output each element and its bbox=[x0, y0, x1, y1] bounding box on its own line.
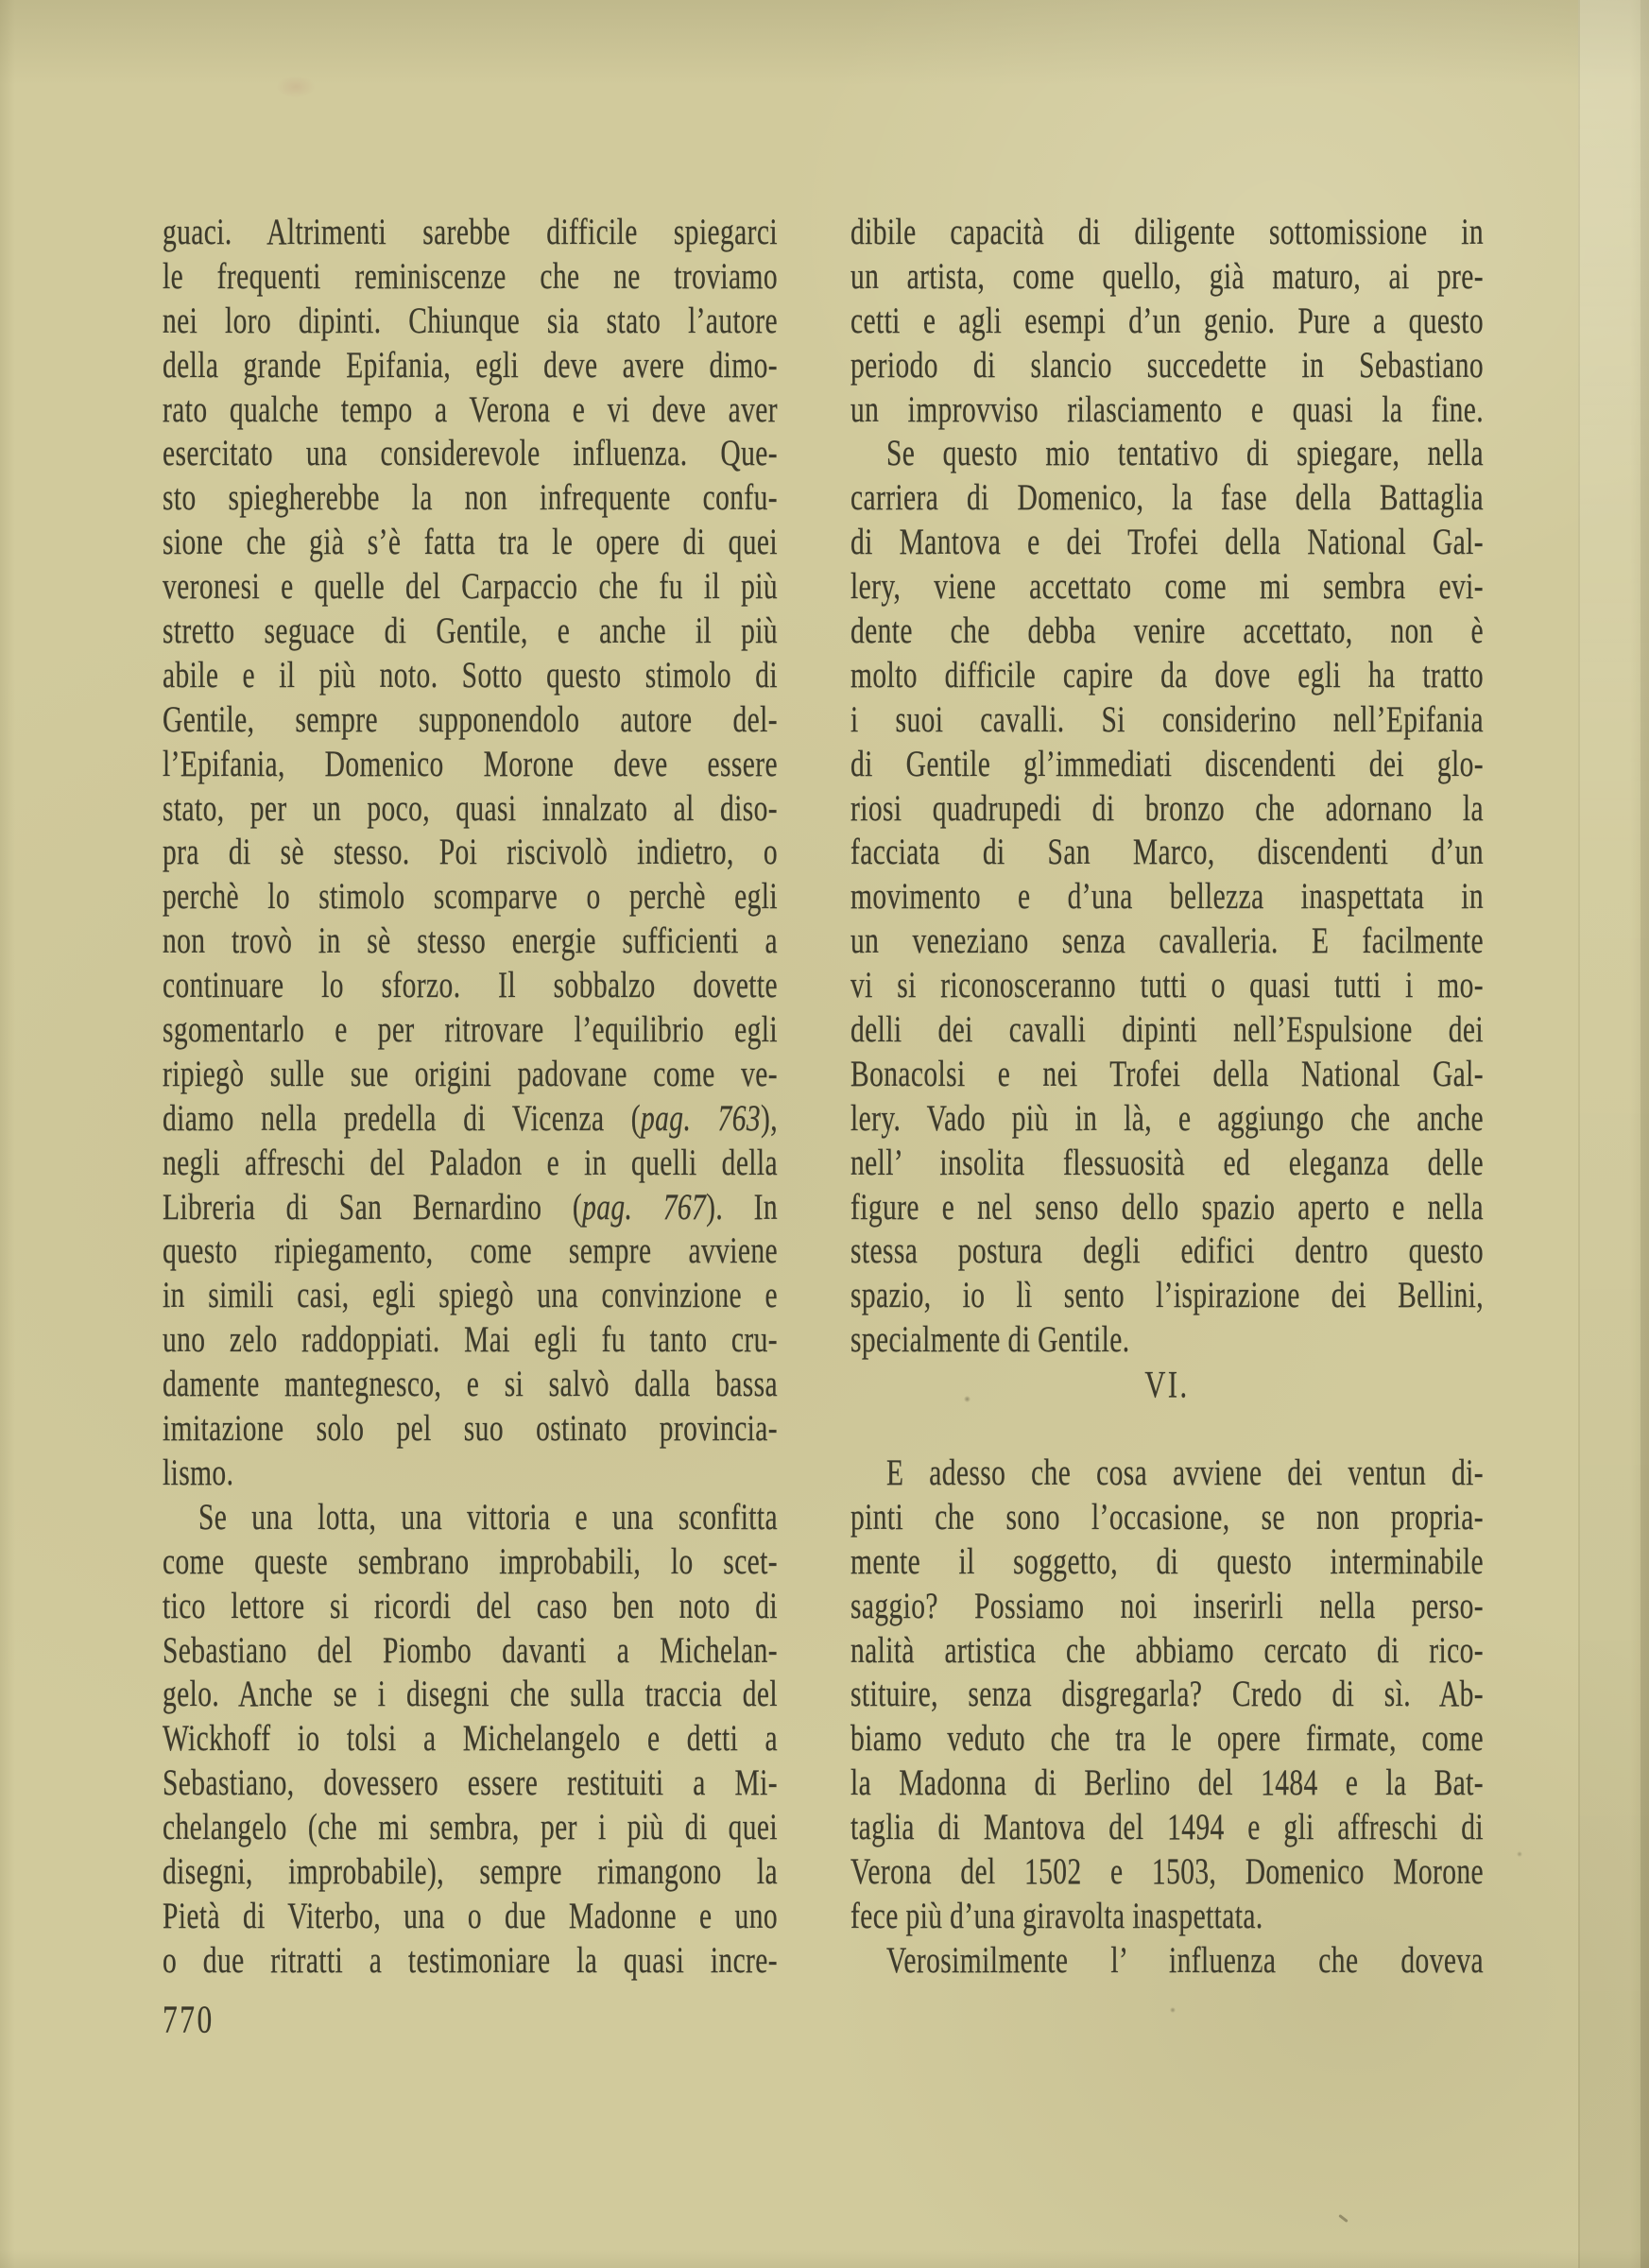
section-heading-block bbox=[850, 1365, 1484, 1453]
text-line: in simili casi, egli spiegò una convinzione e bbox=[163, 1276, 778, 1316]
text-line: imitazione solo pel suo ostinato provincia- bbox=[163, 1409, 778, 1450]
text-line: come queste sembrano improbabili, lo scet- bbox=[163, 1541, 778, 1583]
text-line: stituire, senza disgregarla? Credo di sì. Ab- bbox=[850, 1675, 1484, 1715]
text-line: gelo. Anche se i disegni che sulla traccia del bbox=[163, 1675, 778, 1715]
text-line: Sebastiano, dovessero essere restituiti a Mi- bbox=[163, 1763, 778, 1804]
text-line: un artista, come quello, già maturo, ai pre- bbox=[850, 257, 1484, 298]
text-line: esercitato una considerevole influenza. Que- bbox=[163, 434, 778, 474]
text-line: specialmente di Gentile. bbox=[850, 1320, 1130, 1361]
text-line: della grande Epifania, egli deve avere dimo- bbox=[163, 345, 778, 387]
text-line: Bonacolsi e nei Trofei della National Gal- bbox=[850, 1055, 1484, 1095]
text-line: di Mantova e dei Trofei della National Gal- bbox=[850, 523, 1484, 563]
text-line: uno zelo raddoppiati. Mai egli fu tanto cru- bbox=[163, 1320, 778, 1361]
text-line: stato, per un poco, quasi innalzato al diso- bbox=[163, 788, 778, 830]
text-line: Se una lotta, una vittoria e una sconfitta bbox=[198, 1498, 778, 1538]
text-line: negli affreschi del Paladon e in quelli della bbox=[163, 1143, 778, 1184]
text-line: saggio? Possiamo noi inserirli nella perso- bbox=[850, 1586, 1484, 1627]
text-line: la Madonna di Berlino del 1484 e la Bat- bbox=[850, 1763, 1484, 1804]
text-line: l’Epifania, Domenico Morone deve essere bbox=[163, 744, 778, 785]
text-line: continuare lo sforzo. Il sobbalzo dovette bbox=[163, 966, 778, 1006]
text-line: pinti che sono l’occasione, se non propria- bbox=[850, 1498, 1484, 1538]
text-line: lery. Vado più in là, e aggiungo che anche bbox=[850, 1099, 1484, 1140]
text-line: molto difficile capire da dove egli ha tratto bbox=[850, 656, 1484, 696]
text-line: movimento e d’una bellezza inaspettata in bbox=[850, 877, 1484, 918]
text-line: fece più d’una giravolta inaspettata. bbox=[850, 1897, 1263, 1937]
right-column-lines-top bbox=[850, 213, 1484, 1365]
text-line: nalità artistica che abbiamo cercato di rico- bbox=[850, 1630, 1484, 1671]
text-line: diamo nella predella di Vicenza (pag. 763), bbox=[163, 1099, 779, 1140]
text-line: carriera di Domenico, la fase della Battaglia bbox=[850, 478, 1484, 519]
text-line: perchè lo stimolo scomparve o perchè egli bbox=[163, 877, 778, 918]
text-line: chelangelo (che mi sembra, per i più di quei bbox=[163, 1808, 778, 1848]
text-line: tico lettore si ricordi del caso ben noto di bbox=[163, 1586, 778, 1627]
paper-speck bbox=[1170, 2007, 1176, 2013]
text-line: guaci. Altrimenti sarebbe difficile spiegarci bbox=[163, 213, 778, 253]
text-line: Libreria di San Bernardino (pag. 767). In bbox=[163, 1187, 778, 1228]
text-line: abile e il più noto. Sotto questo stimolo di bbox=[163, 656, 778, 696]
text-line: o due ritratti a testimoniare la quasi incre- bbox=[163, 1940, 778, 1982]
text-line: Se questo mio tentativo di spiegare, nella bbox=[886, 434, 1484, 474]
right-column-lines-bottom bbox=[850, 1453, 1484, 1985]
text-line: mente il soggetto, di questo interminabile bbox=[850, 1541, 1484, 1583]
section-heading: VI. bbox=[1144, 1364, 1190, 1406]
text-line: sgomentarlo e per ritrovare l’equilibrio egli bbox=[163, 1010, 778, 1051]
text-line: periodo di slancio succedette in Sebastiano bbox=[850, 345, 1484, 387]
text-column-right bbox=[850, 213, 1484, 1985]
text-line: pra di sè stesso. Poi riscivolò indietro, o bbox=[163, 833, 778, 873]
text-line: stessa postura degli edifici dentro questo bbox=[850, 1231, 1484, 1272]
text-line: un veneziano senza cavalleria. E facilmente bbox=[850, 921, 1484, 962]
text-line: ripiegò sulle sue origini padovane come ve- bbox=[163, 1055, 778, 1095]
text-line: delli dei cavalli dipinti nell’Espulsione dei bbox=[850, 1010, 1484, 1051]
text-line: Verona del 1502 e 1503, Domenico Morone bbox=[850, 1852, 1484, 1893]
text-line: nell’ insolita flessuosità ed eleganza delle bbox=[850, 1143, 1484, 1184]
text-line: Wickhoff io tolsi a Michelangelo e detti a bbox=[163, 1719, 778, 1760]
text-line: i suoi cavalli. Si considerino nell’Epifania bbox=[850, 700, 1484, 741]
text-line: lery, viene accettato come mi sembra evi- bbox=[850, 567, 1484, 608]
text-line: taglia di Mantova del 1494 e gli affreschi di bbox=[850, 1808, 1484, 1848]
text-line: riosi quadrupedi di bronzo che adornano la bbox=[850, 788, 1484, 830]
text-line: Sebastiano del Piombo davanti a Michelan- bbox=[163, 1630, 778, 1671]
text-line: spazio, io lì sento l’ispirazione dei Bellini, bbox=[850, 1276, 1484, 1316]
text-line: sto spiegherebbe la non infrequente confu- bbox=[163, 478, 778, 519]
text-line: dibile capacità di diligente sottomissione in bbox=[850, 213, 1484, 253]
text-line: vi si riconosceranno tutti o quasi tutti i mo- bbox=[850, 966, 1484, 1006]
paper-speck bbox=[1517, 1851, 1522, 1857]
text-line: facciata di San Marco, discendenti d’un bbox=[850, 833, 1484, 873]
text-line: Pietà di Viterbo, una o due Madonne e uno bbox=[163, 1897, 778, 1937]
text-line: damente mantegnesco, e si salvò dalla bassa bbox=[163, 1365, 778, 1405]
left-column-lines bbox=[163, 213, 778, 1985]
text-line: Verosimilmente l’ influenza che doveva bbox=[886, 1940, 1484, 1982]
text-line: sione che già s’è fatta tra le opere di quei bbox=[163, 523, 778, 563]
text-line: cetti e agli esempi d’un genio. Pure a questo bbox=[850, 301, 1484, 342]
scan-edge-shadow bbox=[1640, 0, 1649, 2268]
text-line: Gentile, sempre supponendolo autore del- bbox=[163, 700, 778, 741]
text-column-left bbox=[163, 213, 778, 1985]
page-number: 770 bbox=[163, 1997, 215, 2041]
text-line: dente che debba venire accettato, non è bbox=[850, 611, 1484, 652]
text-line: stretto seguace di Gentile, e anche il più bbox=[163, 611, 778, 652]
text-line: veronesi e quelle del Carpaccio che fu il più bbox=[163, 567, 778, 608]
text-line: lismo. bbox=[163, 1453, 234, 1494]
text-line: nei loro dipinti. Chiunque sia stato l’autore bbox=[163, 301, 778, 342]
paper-mark bbox=[1338, 2214, 1348, 2223]
text-line: biamo veduto che tra le opere firmate, come bbox=[850, 1719, 1484, 1760]
text-line: di Gentile gl’immediati discendenti dei glo- bbox=[850, 744, 1484, 785]
text-line: un improvviso rilasciamento e quasi la fine. bbox=[850, 389, 1484, 431]
paper-smudge bbox=[276, 76, 316, 98]
text-line: rato qualche tempo a Verona e vi deve aver bbox=[163, 389, 778, 431]
page-right-edge bbox=[1578, 0, 1649, 2268]
text-line: questo ripiegamento, come sempre avviene bbox=[163, 1231, 778, 1272]
text-line: le frequenti reminiscenze che ne troviamo bbox=[163, 257, 778, 298]
text-line: figure e nel senso dello spazio aperto e nella bbox=[850, 1187, 1484, 1228]
text-line: disegni, improbabile), sempre rimangono la bbox=[163, 1852, 778, 1893]
text-line: E adesso che cosa avviene dei ventun di- bbox=[886, 1453, 1484, 1494]
text-line: non trovò in sè stesso energie sufficienti a bbox=[163, 921, 778, 962]
